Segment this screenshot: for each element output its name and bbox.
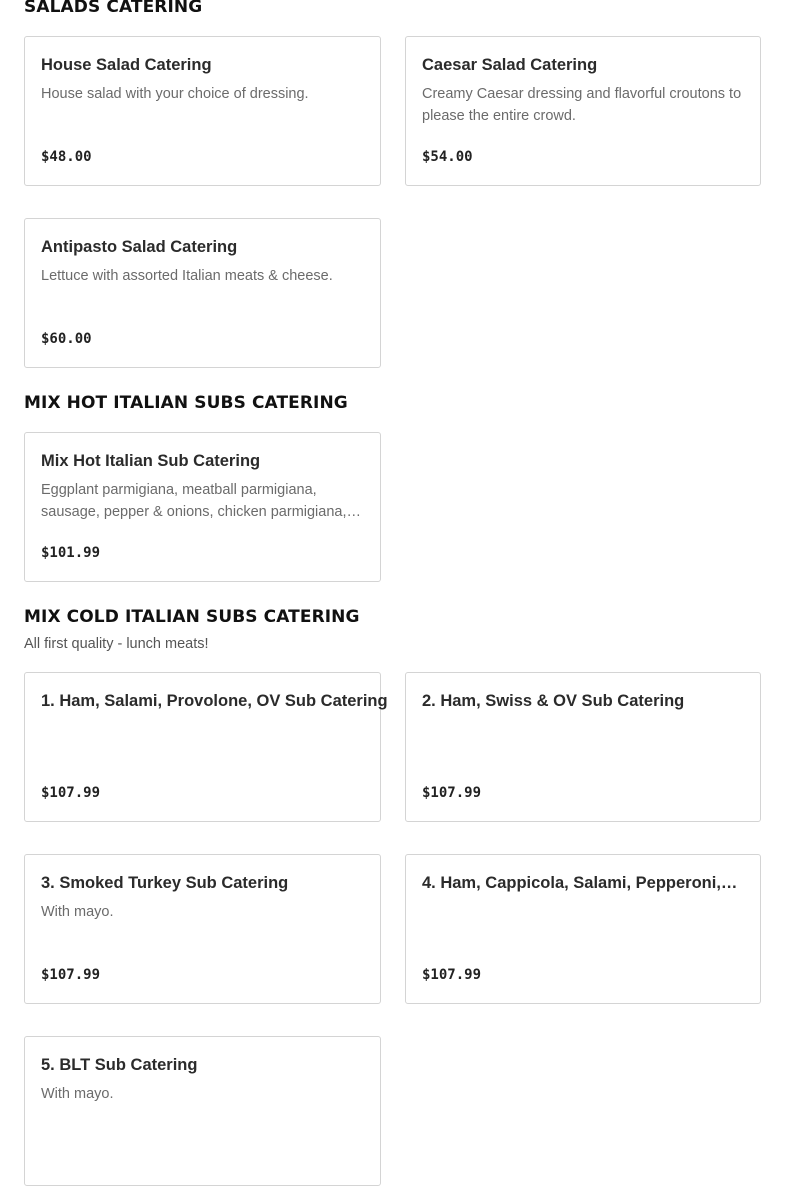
menu-item-name: 5. BLT Sub Catering	[41, 1056, 198, 1074]
menu-item-price: $107.99	[422, 785, 482, 801]
menu-item-name: Antipasto Salad Catering	[41, 238, 238, 256]
menu-item-card[interactable]	[24, 1036, 381, 1186]
menu-item-name: 4. Ham, Cappicola, Salami, Pepperoni,…	[422, 874, 738, 892]
menu-item-card[interactable]	[24, 854, 381, 1004]
menu-item-description: With mayo.	[41, 904, 114, 920]
menu-item-card[interactable]	[405, 672, 761, 822]
menu-item-card[interactable]	[405, 36, 761, 186]
menu-item-name: 3. Smoked Turkey Sub Catering	[41, 874, 289, 892]
menu-item-card[interactable]	[24, 36, 381, 186]
menu-item-price: $60.00	[41, 331, 92, 347]
menu-item-description: Lettuce with assorted Italian meats & cheese.	[41, 268, 333, 284]
section-title-hot-subs: MIX HOT ITALIAN SUBS CATERING	[24, 393, 348, 413]
section-title-cold-subs: MIX COLD ITALIAN SUBS CATERING	[24, 607, 360, 627]
menu-item-price: $54.00	[422, 149, 473, 165]
section-subtitle: All first quality - lunch meats!	[24, 636, 209, 652]
menu-item-card[interactable]	[24, 432, 381, 582]
menu-item-price: $107.99	[41, 967, 101, 983]
menu-item-name: 1. Ham, Salami, Provolone, OV Sub Catering	[41, 692, 388, 710]
menu-item-name: Caesar Salad Catering	[422, 56, 598, 74]
menu-item-card[interactable]	[24, 672, 388, 822]
menu-item-description: House salad with your choice of dressing.	[41, 86, 309, 102]
menu-item-price: $101.99	[41, 545, 101, 561]
menu-item-description: Eggplant parmigiana, meatball parmigiana, sausage, pepper & onions, chicken parmigiana,…	[41, 482, 361, 520]
menu-item-card[interactable]	[405, 854, 761, 1004]
menu-item-name: 2. Ham, Swiss & OV Sub Catering	[422, 692, 685, 710]
menu-item-description: With mayo.	[41, 1086, 114, 1102]
menu-item-name: Mix Hot Italian Sub Catering	[41, 452, 261, 470]
menu-item-price: $107.99	[41, 785, 101, 801]
menu-item-price: $48.00	[41, 149, 92, 165]
section-title-salads: SALADS CATERING	[24, 0, 203, 17]
menu-item-description: Creamy Caesar dressing and flavorful croutons to please the entire crowd.	[422, 86, 742, 124]
menu-item-price: $107.99	[422, 967, 482, 983]
menu-item-name: House Salad Catering	[41, 56, 212, 74]
menu-item-card[interactable]	[24, 218, 381, 368]
